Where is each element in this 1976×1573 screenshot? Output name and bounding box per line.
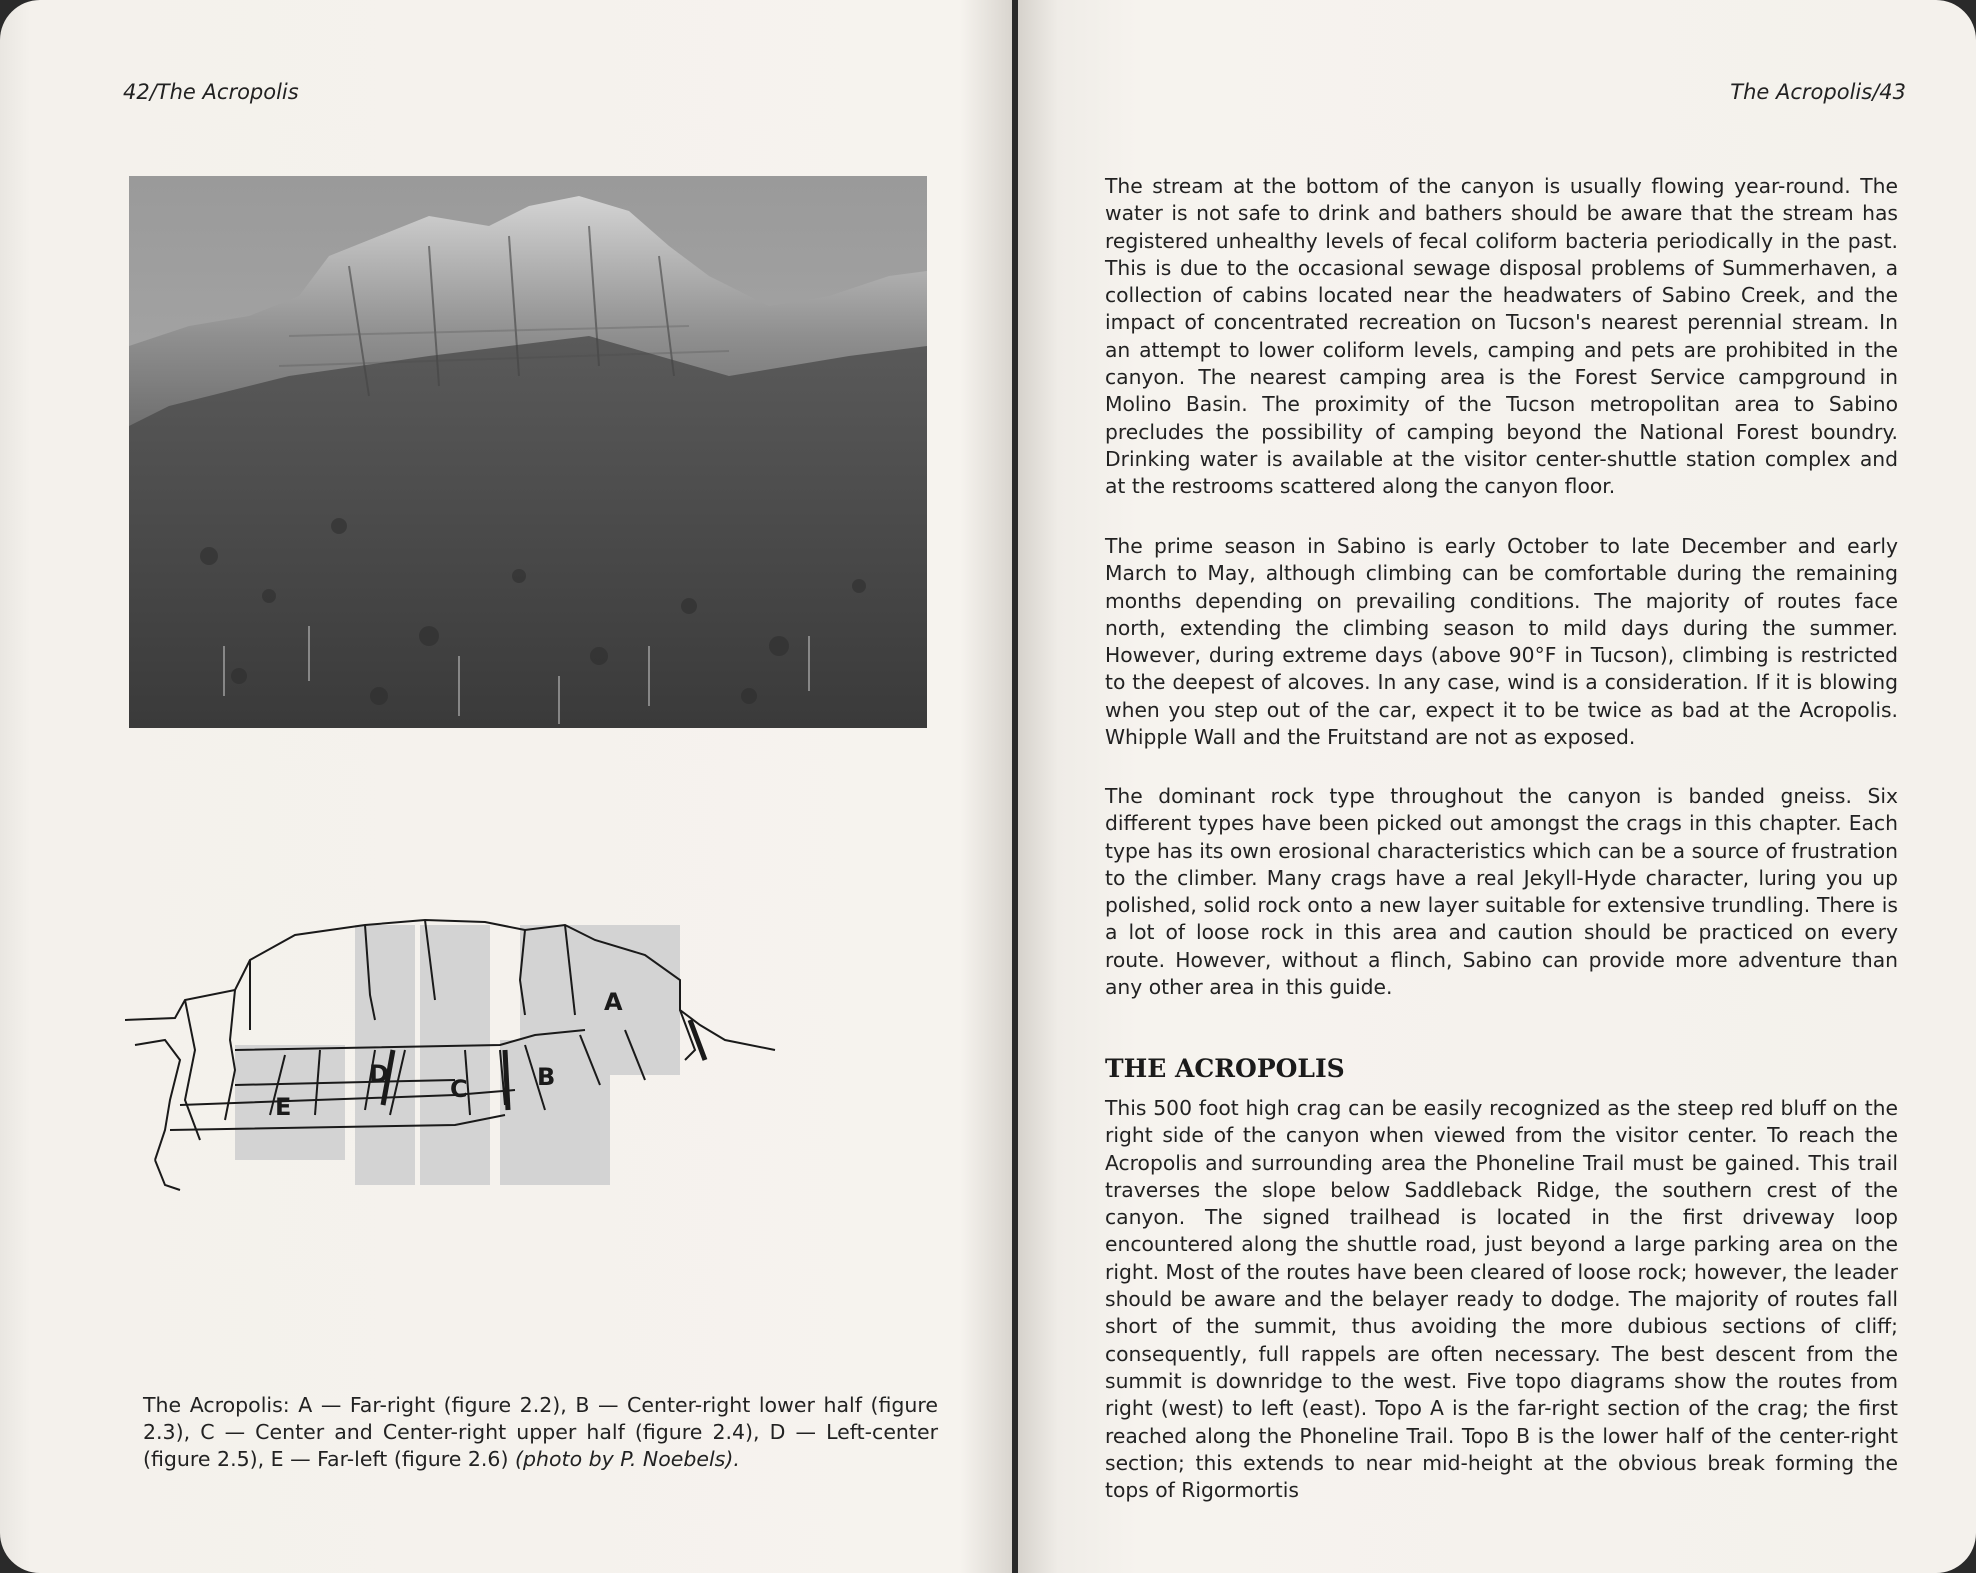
paragraph-stream: The stream at the bottom of the canyon is usually flowing year-round. The water is not safe to drink and bathers should be aware that the stream has registered unhealthy levels of fecal coliform bacteria periodically in the past. This is due to the occasional sewage disposal problems of Summerhaven, a collection of cabins located near the headwaters of Sabino Creek, and the impact of concentrated recreation on Tucson's nearest perennial stream. In an attempt to lower coliform levels, camping and pets are prohibited in the canyon. The nearest camping area is the Forest Service campground in Molino Basin. The proximity of the Tucson metropolitan area to Sabino precludes the possibility of camping beyond the National Forest boundry. Drinking water is available at the visitor center-shuttle station complex and at the restrooms scattered along the canyon floor. [1105, 174, 1898, 499]
paragraph-acropolis: This 500 foot high crag can be easily recognized as the steep red bluff on the right side of the canyon when viewed from the visitor center. To reach the Acropolis and surrounding area the Phoneline Trail must be gained. This trail traverses the slope below Saddleback Ridge, the southern crest of the canyon. The signed trailhead is located in the first driveway loop encountered along the shuttle road, just beyond a large parking area on the right. Most of the routes have been cleared of loose rock; however, the leader should be aware and the belayer ready to dodge. The majority of routes fall short of the summit, thus avoiding the more dubious sections of cliff; consequently, full rappels are often necessary. The best descent from the summit is downridge to the west. Five topo diagrams show the routes from right (west) to left (east). Topo A is the far-right section of the crag; the first reached along the Phoneline Trail. Topo B is the lower half of the center-right section; this extends to near mid-height at the obvious break forming the tops of Rigormortis [1105, 1096, 1898, 1503]
diagram-label-a: A [604, 988, 623, 1016]
diagram-shade-d-upper [355, 925, 415, 1185]
section-heading: THE ACROPOLIS [1105, 1054, 1345, 1083]
right-page-header: The Acropolis/43 [1730, 80, 1906, 104]
paragraph-season: The prime season in Sabino is early October to late December and early March to May, although climbing can be comfortable during the remaining months depending on prevailing conditions. The majority of routes face north, extending the climbing season to mild days during the summer. However, during extreme days (above 90°F in Tucson), climbing is restricted to the deepest of alcoves. In any case, wind is a consideration. If it is blowing when you step out of the car, expect it to be twice as bad at the Acropolis. Whipple Wall and the Fruitstand are not as exposed. [1105, 534, 1898, 750]
acropolis-photo-image [129, 176, 927, 728]
paragraph-rock-type: The dominant rock type throughout the canyon is banded gneiss. Six different types have been picked out amongst the crags in this chapter. Each type has its own erosional characteristics which can be a source of frustration to the climber. Many crags have a real Jekyll-Hyde character, luring you up polished, solid rock onto a new layer suitable for extensive trundling. There is a lot of loose rock in this area and caution should be practiced on every route. However, without a flinch, Sabino can provide more adventure than any other area in this guide. [1105, 784, 1898, 1000]
photo-caption [143, 1392, 938, 1473]
diagram-label-c: C [450, 1075, 468, 1103]
diagram-label-e: E [275, 1093, 292, 1121]
caption-text: The Acropolis: A — Far-right (figure 2.2), B — Center-right lower half (figure 2.3), C — Center and Center-right upper half (figure 2.4), D — Left-center (figure 2.5), E — Far-left (figure 2.6) [143, 1393, 938, 1471]
acropolis-photo [129, 176, 927, 728]
acropolis-topo-diagram [125, 900, 885, 1230]
diagram-shade-b [500, 1040, 610, 1185]
left-page-header: 42/The Acropolis [123, 80, 299, 104]
caption-credit: (photo by P. Noebels). [514, 1447, 740, 1471]
diagram-label-b: B [537, 1063, 556, 1091]
diagram-label-d: D [369, 1060, 389, 1088]
